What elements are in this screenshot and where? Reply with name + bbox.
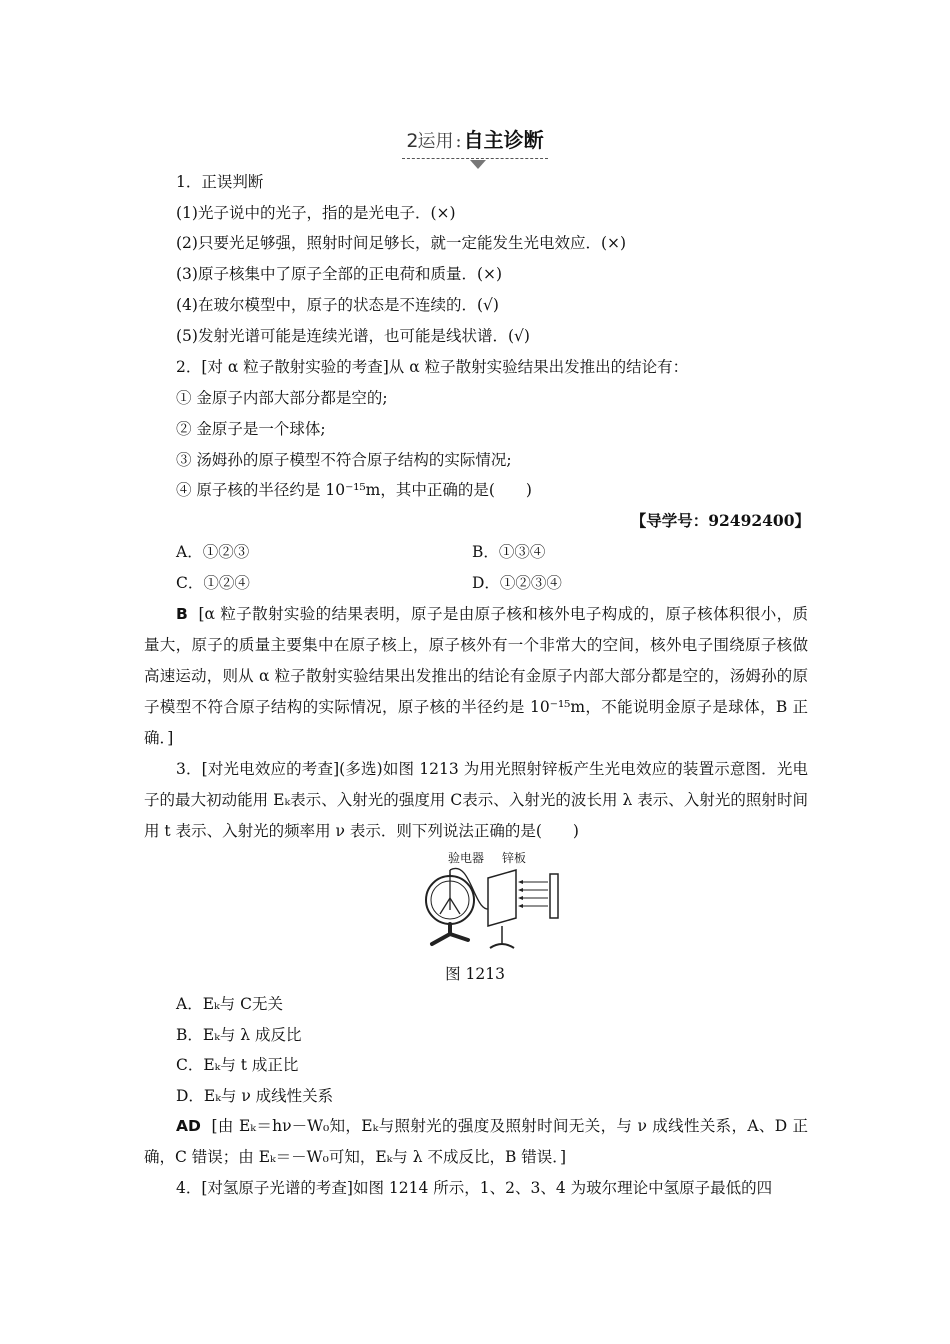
q1-item-5: (5)发射光谱可能是连续光谱，也可能是线状谱．(√) [176, 327, 530, 345]
figure-label-electroscope: 验电器 [448, 851, 485, 865]
q2-guide-number: 【导学号：92492400】 [630, 511, 810, 530]
q2-explanation-block [144, 599, 808, 754]
q2-option-a: A．①②③ [176, 543, 250, 561]
section-header [0, 124, 950, 159]
q3-option-b: B．Eₖ与 λ 成反比 [176, 1026, 302, 1044]
section-title: 自主诊断 [463, 128, 544, 152]
q2-point-4: ④ 原子核的半径约是 10⁻¹⁵m，其中正确的是( ) [176, 481, 532, 499]
photoelectric-figure [412, 848, 582, 958]
q1-item-4: (4)在玻尔模型中，原子的状态是不连续的．(√) [176, 296, 499, 314]
q2-point-3: ③ 汤姆孙的原子模型不符合原子结构的实际情况; [176, 451, 512, 469]
q2-stem: 2．[对 α 粒子散射实验的考查]从 α 粒子散射实验结果出发推出的结论有： [176, 358, 689, 376]
q1-item-3: (3)原子核集中了原子全部的正电荷和质量．(×) [176, 265, 503, 283]
q2-explanation: [α 粒子散射实验的结果表明，原子是由原子核和核外电子构成的，原子核体积很小，质量大，原子的质量主要集中在原子核上，原子核外有一个非常大的空间，核外电子围绕原子核做高速运动，则从 α 粒子散射实验结果出发推出的结论有金原子内部大部分都是空的，汤姆孙的原子模型不符合原子结构的实际情况，原子核的半径约是 10⁻¹⁵m，不能说明金原子是球体，B 正确．] [144, 605, 809, 747]
q1-item-1: (1)光子说中的光子，指的是光电子．(×) [176, 204, 456, 222]
q2-point-1: ① 金原子内部大部分都是空的; [176, 389, 388, 407]
q1-title: 1．正误判断 [176, 173, 264, 191]
section-subtitle: 运用 [417, 131, 454, 152]
q2-answer: B [176, 605, 188, 623]
q3-explanation: [由 Eₖ＝hν－W₀知，Eₖ与照射光的强度及照射时间无关，与 ν 成线性关系，A、D 正确，C 错误；由 Eₖ＝－W₀可知，Eₖ与 λ 不成反比，B 错误．] [144, 1117, 809, 1166]
q2-point-2: ② 金原子是一个球体; [176, 420, 326, 438]
q2-option-c: C．①②④ [176, 574, 250, 592]
q3-option-d: D．Eₖ与 ν 成线性关系 [176, 1087, 334, 1105]
section-number: 2 [406, 130, 418, 152]
q3-stem: 3．[对光电效应的考查](多选)如图 1213 为用光照射锌板产生光电效应的装置示意图．光电子的最大初动能用 Eₖ表示、入射光的强度用 C表示、入射光的波长用 λ 表示、入射光的照射时间用 t 表示、入射光的频率用 ν 表示．则下列说法正确的是( ) [144, 760, 808, 840]
q2-option-d: D．①②③④ [472, 574, 562, 592]
q4-stem: 4．[对氢原子光谱的考查]如图 1214 所示，1、2、3、4 为玻尔理论中氢原子最低的四 [176, 1179, 773, 1197]
q3-option-c: C．Eₖ与 t 成正比 [176, 1056, 299, 1074]
header-dashed-rule [402, 158, 547, 159]
figure-label-zinc-plate: 锌板 [502, 851, 527, 865]
q2-option-b: B．①③④ [472, 543, 546, 561]
q3-answer: AD [176, 1117, 201, 1135]
q1-item-2: (2)只要光足够强，照射时间足够长，就一定能发生光电效应．(×) [176, 234, 627, 252]
q3-option-a: A．Eₖ与 C无关 [176, 995, 283, 1013]
section-colon: : [455, 131, 462, 152]
q3-explanation-block [144, 1111, 808, 1173]
header-triangle-icon [470, 160, 486, 169]
figure-caption: 图 1213 [445, 965, 505, 983]
electroscope-zinc-plate-diagram [412, 848, 582, 958]
